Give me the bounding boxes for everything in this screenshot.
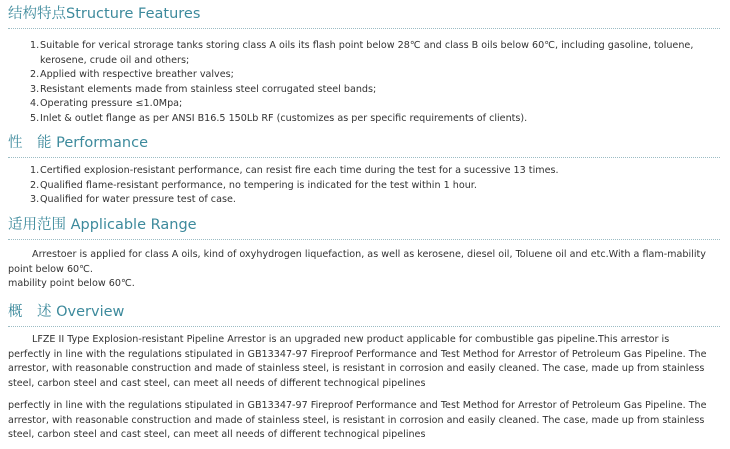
section-title-overview: 概 述 Overview (8, 304, 125, 320)
section-header-overview (8, 302, 720, 327)
overview-paragraph-1: LFZE II Type Explosion-resistant Pipeline Arrestor is an upgraded new product applicable for combustible gas pipeline.This arrestor is perfectly in line with the regulations stipulated in GB13347-97 Fireproof Performance and Test Method for Arrestor of Petroleum Gas Pipeline. The arrestor, with reasonable construction and made of stainless steel, is resistant in corrosion and easily cleaned. The case, made up from stainless steel, carbon steel and cast steel, can meet all needs of different technogical pipelines (8, 334, 707, 389)
list-item: 2. Applied with respective breather valves; (30, 69, 234, 80)
overview-paragraph-2: perfectly in line with the regulations stipulated in GB13347-97 Fireproof Performance and Test Method for Arrestor of Petroleum Gas Pipeline. The arrestor, with reasonable construction and made of stainless steel, is resistant in corrosion and easily cleaned. The case, made up from stainless steel, carbon steel and cast steel, can meet all needs of different technogical pipelines (8, 400, 707, 440)
structure-list (30, 39, 720, 126)
section-title-structure: 结构特点Structure Features (8, 6, 201, 22)
section-header-range (8, 215, 720, 240)
list-item: 1. Certified explosion-resistant performance, can resist fire each time during the test for a sucessive 13 times. (30, 165, 559, 176)
list-item: 2. Qualified flame-resistant performance, no tempering is indicated for the test within 1 hour. (30, 179, 477, 191)
section-header-performance (8, 133, 720, 158)
section-header-structure (8, 4, 720, 29)
list-item: 3. Resistant elements made from stainless steel corrugated steel bands; (30, 83, 377, 95)
list-item: 5. Inlet & outlet flange as per ANSI B16.5 150Lb RF (customizes as per specific requirements of clients). (30, 112, 528, 124)
performance-list (30, 164, 720, 208)
range-paragraph-2: mability point below 60℃. (8, 278, 135, 289)
list-item: 1. Suitable for verical strorage tanks storing class A oils its flash point below 28℃ and class B oils below 60℃, including gasoline, toluene, kerosene, crude oil and others; (30, 40, 694, 66)
section-title-performance: 性 能 Performance (8, 135, 148, 151)
list-item: 4. Operating pressure ≤1.0Mpa; (30, 98, 183, 109)
list-item: 3. Qualified for water pressure test of case. (30, 194, 236, 205)
range-paragraph-1: Arrestoer is applied for class A oils, kind of oxyhydrogen liquefaction, as well as kerosene, diesel oil, Toluene oil and etc.With a flam-mability point below 60℃. (8, 249, 706, 275)
section-title-range: 适用范围 Applicable Range (8, 217, 197, 233)
